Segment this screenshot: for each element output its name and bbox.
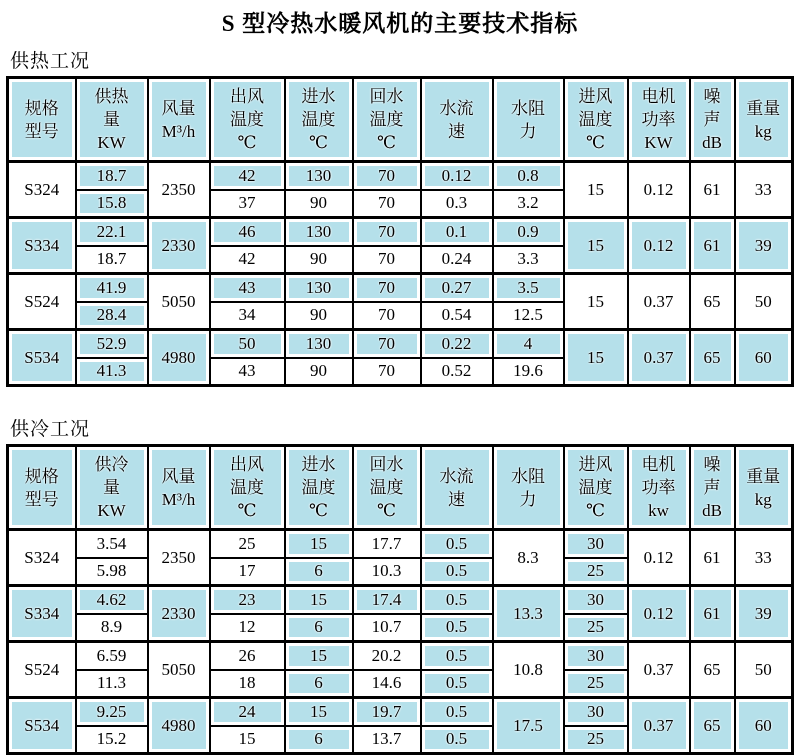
data-cell: 10.3 bbox=[353, 558, 421, 586]
data-cell: 46 bbox=[210, 218, 285, 246]
data-cell: 130 bbox=[285, 162, 353, 190]
data-cell: 0.5 bbox=[421, 530, 493, 558]
data-cell: 19.7 bbox=[353, 698, 421, 726]
data-cell: 130 bbox=[285, 330, 353, 358]
data-cell: 3.54 bbox=[76, 530, 148, 558]
data-cell: 15.8 bbox=[76, 190, 148, 218]
heating-table bbox=[6, 76, 794, 387]
column-header: 进水 温度 ℃ bbox=[285, 446, 353, 530]
page-title: S 型冷热水暖风机的主要技术指标 bbox=[221, 11, 579, 36]
data-cell: 2350 bbox=[148, 162, 210, 218]
data-cell: 4 bbox=[493, 330, 564, 358]
column-header: 进风 温度 ℃ bbox=[564, 446, 628, 530]
data-cell: 24 bbox=[210, 698, 285, 726]
data-cell: 130 bbox=[285, 218, 353, 246]
data-cell: 65 bbox=[690, 698, 735, 754]
data-cell: 43 bbox=[210, 358, 285, 386]
data-cell: 30 bbox=[564, 642, 628, 670]
cooling-section-label: 供冷工况 bbox=[10, 419, 91, 440]
data-cell: 30 bbox=[564, 698, 628, 726]
data-cell: 0.37 bbox=[628, 698, 690, 754]
column-header: 重量 kg bbox=[735, 78, 793, 162]
data-cell: 22.1 bbox=[76, 218, 148, 246]
model-cell: S324 bbox=[8, 530, 76, 586]
data-cell: 0.27 bbox=[421, 274, 493, 302]
data-cell: 28.4 bbox=[76, 302, 148, 330]
column-header: 噪 声 dB bbox=[690, 78, 735, 162]
data-cell: 70 bbox=[353, 302, 421, 330]
column-header: 供热 量 KW bbox=[76, 78, 148, 162]
data-cell: 30 bbox=[564, 586, 628, 614]
data-cell: 15 bbox=[285, 698, 353, 726]
data-cell: 12.5 bbox=[493, 302, 564, 330]
data-cell: 25 bbox=[564, 726, 628, 754]
data-cell: 3.2 bbox=[493, 190, 564, 218]
column-header: 回水 温度 ℃ bbox=[353, 78, 421, 162]
column-header: 出风 温度 ℃ bbox=[210, 446, 285, 530]
data-cell: 41.9 bbox=[76, 274, 148, 302]
document-page bbox=[0, 5, 800, 755]
data-cell: 0.37 bbox=[628, 330, 690, 386]
data-cell: 5050 bbox=[148, 274, 210, 330]
data-cell: 15 bbox=[564, 162, 628, 218]
data-cell: 90 bbox=[285, 246, 353, 274]
data-cell: 3.3 bbox=[493, 246, 564, 274]
data-cell: 17.5 bbox=[493, 698, 564, 754]
data-cell: 70 bbox=[353, 358, 421, 386]
data-cell: 6 bbox=[285, 614, 353, 642]
data-cell: 70 bbox=[353, 330, 421, 358]
data-cell: 2330 bbox=[148, 586, 210, 642]
data-cell: 0.12 bbox=[628, 530, 690, 586]
data-cell: 65 bbox=[690, 330, 735, 386]
data-cell: 0.5 bbox=[421, 726, 493, 754]
data-cell: 18.7 bbox=[76, 162, 148, 190]
data-cell: 0.52 bbox=[421, 358, 493, 386]
column-header: 重量 kg bbox=[735, 446, 793, 530]
data-cell: 0.5 bbox=[421, 558, 493, 586]
model-cell: S534 bbox=[8, 330, 76, 386]
data-cell: 15 bbox=[564, 330, 628, 386]
data-cell: 8.9 bbox=[76, 614, 148, 642]
data-cell: 0.12 bbox=[421, 162, 493, 190]
data-cell: 0.12 bbox=[628, 586, 690, 642]
data-cell: 17.4 bbox=[353, 586, 421, 614]
data-cell: 0.12 bbox=[628, 162, 690, 218]
column-header: 进水 温度 ℃ bbox=[285, 78, 353, 162]
data-cell: 12 bbox=[210, 614, 285, 642]
data-cell: 10.8 bbox=[493, 642, 564, 698]
data-cell: 70 bbox=[353, 162, 421, 190]
data-cell: 4980 bbox=[148, 330, 210, 386]
column-header: 噪 声 dB bbox=[690, 446, 735, 530]
data-cell: 61 bbox=[690, 586, 735, 642]
column-header: 风量 M³/h bbox=[148, 446, 210, 530]
column-header: 规格 型号 bbox=[8, 78, 76, 162]
data-cell: 61 bbox=[690, 218, 735, 274]
data-cell: 0.12 bbox=[628, 218, 690, 274]
data-cell: 42 bbox=[210, 162, 285, 190]
data-cell: 15.2 bbox=[76, 726, 148, 754]
model-cell: S534 bbox=[8, 698, 76, 754]
data-cell: 6 bbox=[285, 670, 353, 698]
data-cell: 65 bbox=[690, 274, 735, 330]
column-header: 进风 温度 ℃ bbox=[564, 78, 628, 162]
data-cell: 23 bbox=[210, 586, 285, 614]
model-cell: S334 bbox=[8, 586, 76, 642]
data-cell: 25 bbox=[564, 670, 628, 698]
data-cell: 6 bbox=[285, 726, 353, 754]
data-cell: 11.3 bbox=[76, 670, 148, 698]
model-cell: S324 bbox=[8, 162, 76, 218]
data-cell: 52.9 bbox=[76, 330, 148, 358]
data-cell: 0.24 bbox=[421, 246, 493, 274]
data-cell: 3.5 bbox=[493, 274, 564, 302]
data-cell: 70 bbox=[353, 218, 421, 246]
data-cell: 15 bbox=[285, 530, 353, 558]
data-cell: 0.3 bbox=[421, 190, 493, 218]
data-cell: 70 bbox=[353, 274, 421, 302]
data-cell: 18.7 bbox=[76, 246, 148, 274]
column-header: 出风 温度 ℃ bbox=[210, 78, 285, 162]
column-header: 水流 速 bbox=[421, 446, 493, 530]
data-cell: 0.1 bbox=[421, 218, 493, 246]
data-cell: 0.54 bbox=[421, 302, 493, 330]
data-cell: 90 bbox=[285, 358, 353, 386]
data-cell: 50 bbox=[210, 330, 285, 358]
data-cell: 0.9 bbox=[493, 218, 564, 246]
column-header: 规格 型号 bbox=[8, 446, 76, 530]
data-cell: 18 bbox=[210, 670, 285, 698]
data-cell: 50 bbox=[735, 642, 793, 698]
data-cell: 17.7 bbox=[353, 530, 421, 558]
heating-section-label: 供热工况 bbox=[10, 51, 91, 72]
data-cell: 0.22 bbox=[421, 330, 493, 358]
data-cell: 14.6 bbox=[353, 670, 421, 698]
data-cell: 33 bbox=[735, 530, 793, 586]
data-cell: 90 bbox=[285, 302, 353, 330]
data-cell: 0.5 bbox=[421, 586, 493, 614]
data-cell: 90 bbox=[285, 190, 353, 218]
cooling-section bbox=[0, 414, 800, 755]
data-cell: 0.8 bbox=[493, 162, 564, 190]
data-cell: 25 bbox=[564, 614, 628, 642]
data-cell: 39 bbox=[735, 586, 793, 642]
column-header: 供冷 量 KW bbox=[76, 446, 148, 530]
data-cell: 130 bbox=[285, 274, 353, 302]
data-cell: 4.62 bbox=[76, 586, 148, 614]
data-cell: 50 bbox=[735, 274, 793, 330]
data-cell: 0.5 bbox=[421, 642, 493, 670]
data-cell: 43 bbox=[210, 274, 285, 302]
column-header: 电机 功率 KW bbox=[628, 78, 690, 162]
data-cell: 13.7 bbox=[353, 726, 421, 754]
data-cell: 61 bbox=[690, 530, 735, 586]
data-cell: 30 bbox=[564, 530, 628, 558]
data-cell: 6.59 bbox=[76, 642, 148, 670]
model-cell: S334 bbox=[8, 218, 76, 274]
data-cell: 34 bbox=[210, 302, 285, 330]
data-cell: 42 bbox=[210, 246, 285, 274]
data-cell: 26 bbox=[210, 642, 285, 670]
data-cell: 0.5 bbox=[421, 698, 493, 726]
column-header: 电机 功率 kw bbox=[628, 446, 690, 530]
column-header: 水阻 力 bbox=[493, 78, 564, 162]
data-cell: 9.25 bbox=[76, 698, 148, 726]
cooling-table bbox=[6, 444, 794, 755]
data-cell: 0.5 bbox=[421, 670, 493, 698]
data-cell: 25 bbox=[564, 558, 628, 586]
data-cell: 0.37 bbox=[628, 642, 690, 698]
column-header: 水流 速 bbox=[421, 78, 493, 162]
model-cell: S524 bbox=[8, 642, 76, 698]
data-cell: 2350 bbox=[148, 530, 210, 586]
data-cell: 2330 bbox=[148, 218, 210, 274]
data-cell: 0.5 bbox=[421, 614, 493, 642]
data-cell: 65 bbox=[690, 642, 735, 698]
data-cell: 15 bbox=[564, 274, 628, 330]
data-cell: 5050 bbox=[148, 642, 210, 698]
data-cell: 13.3 bbox=[493, 586, 564, 642]
data-cell: 15 bbox=[564, 218, 628, 274]
data-cell: 70 bbox=[353, 190, 421, 218]
data-cell: 61 bbox=[690, 162, 735, 218]
data-cell: 25 bbox=[210, 530, 285, 558]
data-cell: 17 bbox=[210, 558, 285, 586]
data-cell: 41.3 bbox=[76, 358, 148, 386]
data-cell: 10.7 bbox=[353, 614, 421, 642]
data-cell: 60 bbox=[735, 698, 793, 754]
data-cell: 5.98 bbox=[76, 558, 148, 586]
data-cell: 15 bbox=[285, 642, 353, 670]
data-cell: 15 bbox=[210, 726, 285, 754]
column-header: 回水 温度 ℃ bbox=[353, 446, 421, 530]
data-cell: 0.37 bbox=[628, 274, 690, 330]
data-cell: 8.3 bbox=[493, 530, 564, 586]
column-header: 水阻 力 bbox=[493, 446, 564, 530]
column-header: 风量 M³/h bbox=[148, 78, 210, 162]
data-cell: 39 bbox=[735, 218, 793, 274]
data-cell: 6 bbox=[285, 558, 353, 586]
heating-section bbox=[0, 46, 800, 387]
data-cell: 37 bbox=[210, 190, 285, 218]
data-cell: 70 bbox=[353, 246, 421, 274]
model-cell: S524 bbox=[8, 274, 76, 330]
data-cell: 4980 bbox=[148, 698, 210, 754]
data-cell: 19.6 bbox=[493, 358, 564, 386]
data-cell: 15 bbox=[285, 586, 353, 614]
data-cell: 20.2 bbox=[353, 642, 421, 670]
data-cell: 60 bbox=[735, 330, 793, 386]
data-cell: 33 bbox=[735, 162, 793, 218]
